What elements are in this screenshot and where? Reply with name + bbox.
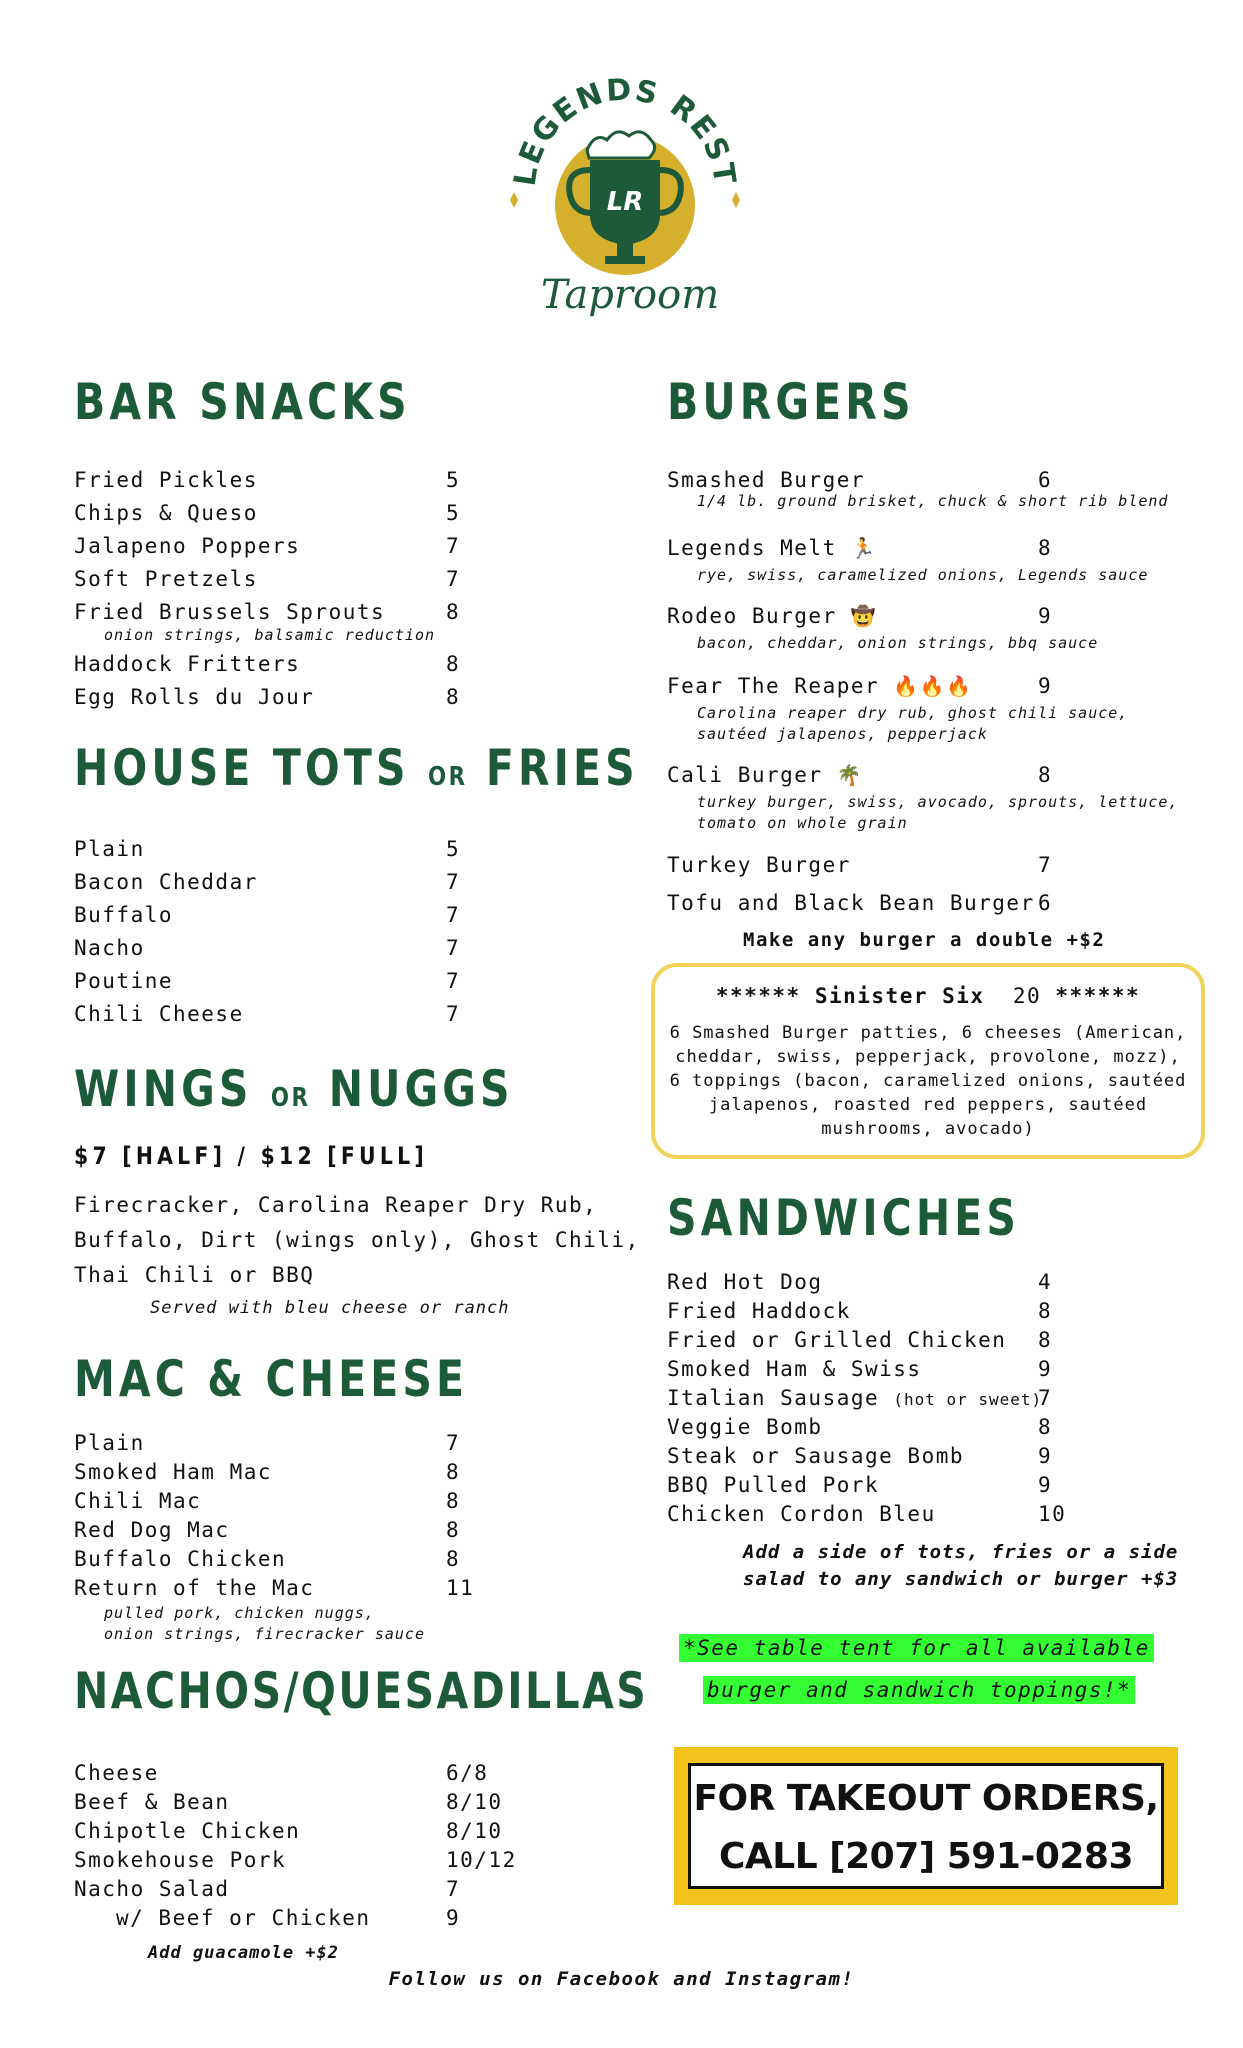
menu-item: Return of the Mac 11 [74, 1576, 475, 1600]
menu-item: Jalapeno Poppers 7 [74, 534, 461, 558]
menu-item: Cali Burger 🌴 8 [667, 763, 1053, 787]
wings-note: Served with bleu cheese or ranch [150, 1298, 510, 1318]
svg-text:Taproom: Taproom [540, 272, 720, 318]
sandwiches-section [667, 1188, 1227, 1593]
menu-item: Turkey Burger 7 [667, 853, 1053, 877]
menu-item: Chili Mac 8 [74, 1489, 461, 1513]
item-description: tomato on whole grain [697, 814, 908, 832]
menu-item: Chili Cheese 7 [74, 1002, 461, 1026]
menu-item: Beef & Bean 8/10 [74, 1790, 503, 1814]
footer-social: Follow us on Facebook and Instagram! [388, 1968, 855, 1990]
runner-icon: 🏃 [850, 536, 878, 560]
menu-item: Red Hot Dog 4 [667, 1270, 1053, 1294]
item-description: sautéed jalapenos, pepperjack [697, 725, 988, 743]
side-note: Add a side of tots, fries or a side [743, 1541, 1179, 1563]
menu-item: Smokehouse Pork 10/12 [74, 1848, 517, 1872]
menu-item: Fear The Reaper 🔥🔥🔥 9 [667, 674, 1053, 698]
menu-item: Plain 5 [74, 837, 461, 861]
guacamole-note: Add guacamole +$2 [148, 1943, 339, 1963]
menu-item: Bacon Cheddar 7 [74, 870, 461, 894]
takeout-line: FOR TAKEOUT ORDERS, [693, 1778, 1159, 1819]
menu-item: Chicken Cordon Bleu 10 [667, 1502, 1067, 1526]
menu-item: Cheese 6/8 [74, 1761, 489, 1785]
menu-item: Buffalo Chicken 8 [74, 1547, 461, 1571]
menu-item: Smashed Burger 6 [667, 468, 1053, 492]
menu-item: Smoked Ham & Swiss 9 [667, 1357, 1053, 1381]
burgers-heading: BURGERS [667, 373, 915, 431]
menu-item: Plain 7 [74, 1431, 461, 1455]
menu-item: Soft Pretzels 7 [74, 567, 461, 591]
item-description: onion strings, balsamic reduction [104, 626, 436, 644]
svg-text:LEGENDS REST: LEGENDS REST [507, 72, 743, 189]
item-description: onion strings, firecracker sauce [104, 1625, 425, 1643]
palm-tree-icon: 🌴 [836, 763, 864, 787]
toppings-note: burger and sandwich toppings!* [703, 1676, 1135, 1704]
menu-item: Haddock Fritters 8 [74, 652, 461, 676]
menu-item: Tofu and Black Bean Burger 6 [667, 891, 1053, 915]
menu-item: Legends Melt 🏃 8 [667, 536, 1053, 560]
menu-item: Buffalo 7 [74, 903, 461, 927]
nachos-heading: NACHOS/QUESADILLAS [74, 1662, 649, 1720]
wing-flavors: Thai Chili or BBQ [74, 1263, 315, 1287]
menu-item: Fried Haddock 8 [667, 1299, 1053, 1323]
item-description: bacon, cheddar, onion strings, bbq sauce [697, 634, 1099, 652]
right-column [667, 372, 1227, 958]
side-note: salad to any sandwich or burger +$3 [743, 1568, 1179, 1590]
legends-rest-logo [505, 70, 745, 330]
menu-item: Veggie Bomb 8 [667, 1415, 1053, 1439]
menu-item: Red Dog Mac 8 [74, 1518, 461, 1542]
cowboy-icon: 🤠 [850, 604, 878, 628]
wings-pricing: $7 [HALF] / $12 [FULL] [74, 1142, 428, 1170]
menu-item: Egg Rolls du Jour 8 [74, 685, 461, 709]
menu-item: BBQ Pulled Pork 9 [667, 1473, 1053, 1497]
left-column [74, 372, 649, 1964]
sandwiches-heading: SANDWICHES [667, 1189, 1021, 1247]
double-note: Make any burger a double +$2 [743, 929, 1106, 951]
fire-icon: 🔥🔥🔥 [893, 674, 973, 698]
bar-snacks-heading: BAR SNACKS [74, 373, 411, 431]
sinister-six-title: ****** Sinister Six 20 ****** [715, 984, 1141, 1008]
menu-item: Chips & Queso 5 [74, 501, 461, 525]
toppings-note: *See table tent for all available [679, 1634, 1154, 1662]
tots-heading: HOUSE TOTS OR FRIES [74, 739, 639, 797]
wing-flavors: Buffalo, Dirt (wings only), Ghost Chili, [74, 1228, 640, 1252]
sinister-six-box [651, 963, 1205, 1159]
sinister-six-description: 6 Smashed Burger patties, 6 cheeses (American, cheddar, swiss, pepperjack, provolone, mozz), 6 toppings (bacon, caramelized onions, sautéed jalapenos, roasted red peppers, sautéed mushrooms, avocado) [669, 1023, 1187, 1139]
svg-text:LR: LR [606, 187, 644, 217]
menu-item: Fried Brussels Sprouts 8 [74, 600, 461, 624]
menu-item: Nacho 7 [74, 936, 461, 960]
item-description: 1/4 lb. ground brisket, chuck & short rib blend [697, 492, 1169, 510]
menu-item: Nacho Salad 7 [74, 1877, 461, 1901]
takeout-box [674, 1747, 1178, 1905]
menu-item: Italian Sausage (hot or sweet) 7 [667, 1386, 1053, 1410]
item-description: Carolina reaper dry rub, ghost chili sauce, [697, 704, 1129, 722]
menu-item: Chipotle Chicken 8/10 [74, 1819, 503, 1843]
menu-item: Fried or Grilled Chicken 8 [667, 1328, 1053, 1352]
menu-item: Smoked Ham Mac 8 [74, 1460, 461, 1484]
menu-item: Fried Pickles 5 [74, 468, 461, 492]
takeout-phone: CALL [207] 591-0283 [718, 1836, 1134, 1877]
menu-item: w/ Beef or Chicken 9 [116, 1906, 461, 1930]
item-description: rye, swiss, caramelized onions, Legends sauce [697, 566, 1149, 584]
mac-heading: MAC & CHEESE [74, 1350, 469, 1408]
item-description: turkey burger, swiss, avocado, sprouts, lettuce, [697, 793, 1179, 811]
wings-heading: WINGS OR NUGGS [74, 1060, 514, 1118]
menu-item: Poutine 7 [74, 969, 461, 993]
wing-flavors: Firecracker, Carolina Reaper Dry Rub, [74, 1193, 598, 1217]
menu-item: Steak or Sausage Bomb 9 [667, 1444, 1053, 1468]
menu-item: Rodeo Burger 🤠 9 [667, 604, 1053, 628]
item-description: pulled pork, chicken nuggs, [104, 1604, 375, 1622]
